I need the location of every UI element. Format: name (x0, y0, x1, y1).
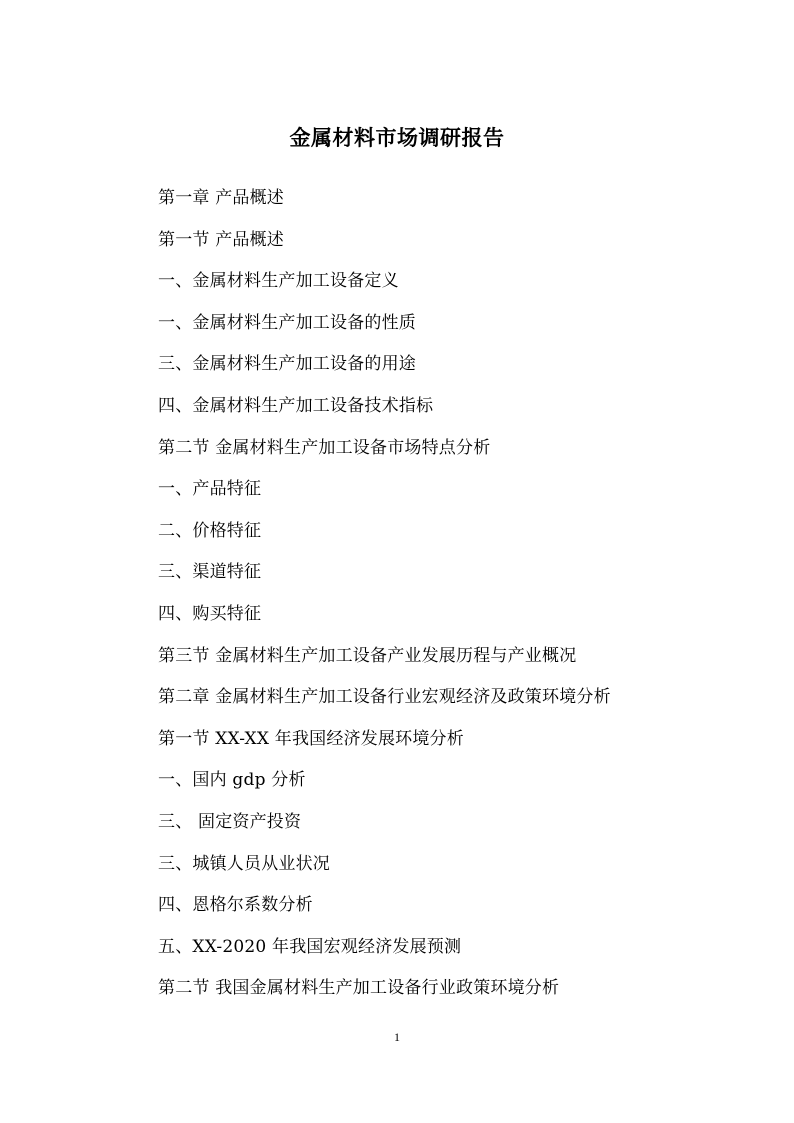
table-of-contents (158, 185, 718, 1017)
toc-section-1-2: 第二节 金属材料生产加工设备市场特点分析 (158, 437, 491, 458)
toc-section-2-2: 第二节 我国金属材料生产加工设备行业政策环境分析 (158, 978, 560, 999)
toc-item-definition: 一、金属材料生产加工设备定义 (158, 271, 399, 292)
toc-section-2-1: 第一节 XX-XX 年我国经济发展环境分析 (158, 728, 464, 749)
toc-item-engel-coefficient: 四、恩格尔系数分析 (158, 895, 313, 916)
toc-item-employment: 三、城镇人员从业状况 (158, 853, 330, 874)
toc-section-1-3: 第三节 金属材料生产加工设备产业发展历程与产业概况 (158, 645, 577, 666)
toc-item-technical-indicators: 四、金属材料生产加工设备技术指标 (158, 395, 434, 416)
toc-item-properties: 一、金属材料生产加工设备的性质 (158, 312, 416, 333)
toc-item-gdp: 一、国内 gdp 分析 (158, 770, 306, 791)
page-number: 1 (394, 1030, 400, 1044)
toc-item-uses: 三、金属材料生产加工设备的用途 (158, 354, 416, 375)
toc-item-channel-features: 三、渠道特征 (158, 562, 262, 583)
document-title: 金属材料市场调研报告 (289, 126, 505, 150)
toc-chapter-1: 第一章 产品概述 (158, 188, 285, 208)
toc-item-fixed-investment: 三、 固定资产投资 (158, 811, 302, 832)
toc-item-macro-forecast: 五、XX-2020 年我国宏观经济发展预测 (158, 936, 462, 957)
toc-item-price-features: 二、价格特征 (158, 520, 262, 541)
toc-item-product-features: 一、产品特征 (158, 479, 262, 500)
toc-item-purchase-features: 四、购买特征 (158, 603, 262, 624)
toc-section-1-1: 第一节 产品概述 (158, 229, 285, 250)
toc-chapter-2: 第二章 金属材料生产加工设备行业宏观经济及政策环境分析 (158, 687, 611, 708)
